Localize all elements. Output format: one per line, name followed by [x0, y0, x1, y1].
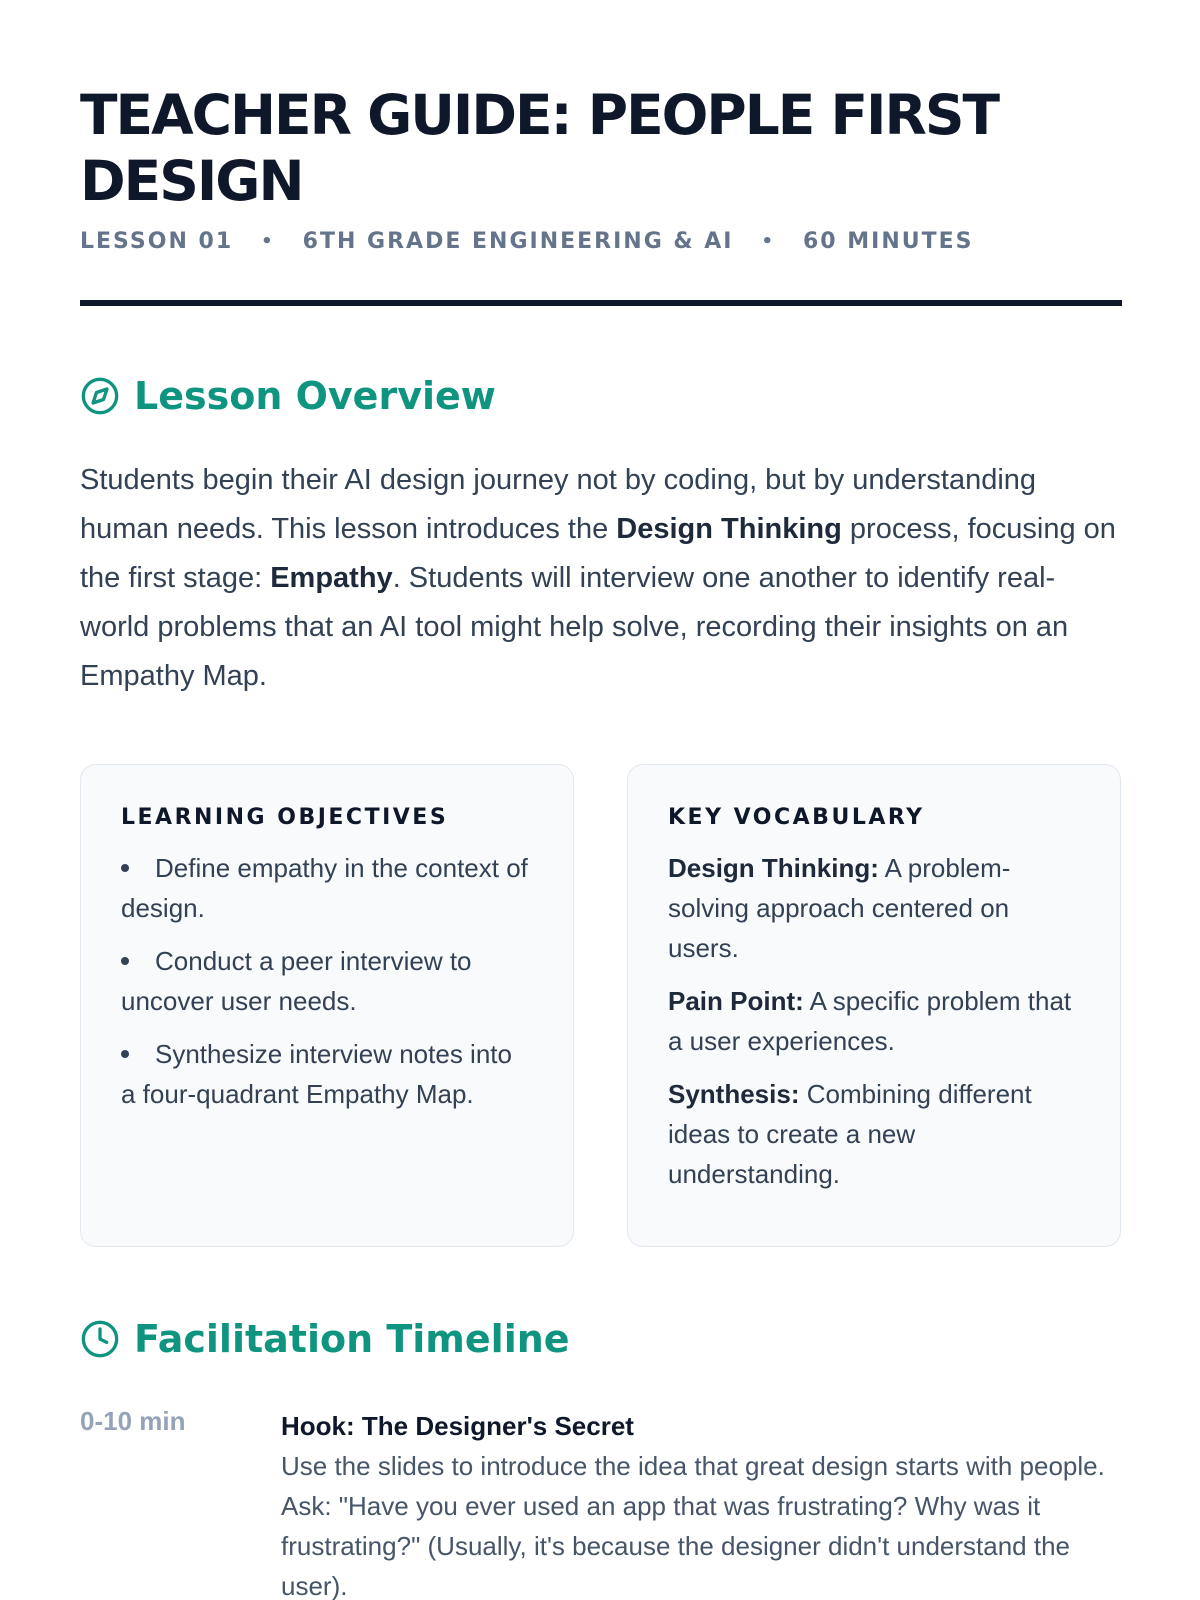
timeline-step-content — [281, 1406, 1121, 1600]
vocabulary-term: Design Thinking: — [668, 853, 879, 883]
bullet-icon — [121, 1050, 129, 1058]
vocabulary-definition: A specific problem that a user experiences. — [668, 986, 1072, 1056]
objective-item — [121, 1034, 533, 1114]
lesson-overview-text — [80, 456, 1120, 701]
objectives-list — [121, 848, 533, 1114]
overview-bold-term: Design Thinking — [616, 513, 842, 545]
vocabulary-definition: A problem-solving approach centered on users. — [668, 853, 1011, 963]
lesson-meta — [80, 229, 974, 254]
overview-text-part: process, focusing on the first stage: — [80, 513, 1116, 594]
lesson-grade: 6TH GRADE ENGINEERING & AI — [302, 229, 734, 254]
compass-icon — [80, 376, 120, 416]
lesson-number: LESSON 01 — [80, 229, 234, 254]
timeline-step-text: Use the slides to introduce the idea that great design starts with people. Ask: "Have you ever used an app that was frustrating? Why was it frustrating?" (Usually, it's because the designer didn't understand the user). — [281, 1451, 1105, 1600]
key-vocabulary-title: KEY VOCABULARY — [668, 805, 925, 830]
facilitation-timeline-title: Facilitation Timeline — [134, 1317, 570, 1361]
objective-text: Conduct a peer interview to uncover user needs. — [121, 946, 472, 1016]
lesson-duration: 60 MINUTES — [803, 229, 974, 254]
bullet-icon — [121, 957, 129, 965]
objective-text: Define empathy in the context of design. — [121, 853, 528, 923]
overview-text-part: . Students will interview one another to identify real-world problems that an AI tool might help solve, recording their insights on an Empathy Map. — [80, 562, 1069, 692]
vocabulary-term: Pain Point: — [668, 986, 804, 1016]
meta-separator: • — [761, 231, 775, 252]
lesson-overview-heading — [80, 374, 496, 418]
timeline-step-title: Hook: The Designer's Secret — [281, 1411, 634, 1441]
overview-bold-term: Empathy — [270, 562, 393, 594]
learning-objectives-title: LEARNING OBJECTIVES — [121, 805, 449, 830]
learning-objectives-card — [80, 764, 574, 1247]
timeline-time: 0-10 min — [80, 1406, 186, 1436]
page-title: TEACHER GUIDE: PEOPLE FIRST DESIGN — [80, 83, 998, 213]
vocabulary-item — [668, 1074, 1080, 1194]
lesson-overview-title: Lesson Overview — [134, 374, 496, 418]
vocabulary-definition: Combining different ideas to create a new understanding. — [668, 1079, 1032, 1189]
meta-separator: • — [261, 231, 275, 252]
objective-item — [121, 848, 533, 928]
bullet-icon — [121, 864, 129, 872]
facilitation-timeline-heading — [80, 1317, 570, 1361]
vocabulary-list — [668, 848, 1080, 1194]
key-vocabulary-card — [627, 764, 1121, 1247]
overview-text-part: Students begin their AI design journey not by coding, but by understanding human needs. This lesson introduces the — [80, 464, 1037, 545]
clock-icon — [80, 1319, 120, 1359]
objective-item — [121, 941, 533, 1021]
vocabulary-item — [668, 981, 1080, 1061]
objective-text: Synthesize interview notes into a four-quadrant Empathy Map. — [121, 1039, 512, 1109]
vocabulary-term: Synthesis: — [668, 1079, 800, 1109]
header-divider — [80, 300, 1122, 306]
vocabulary-item — [668, 848, 1080, 968]
